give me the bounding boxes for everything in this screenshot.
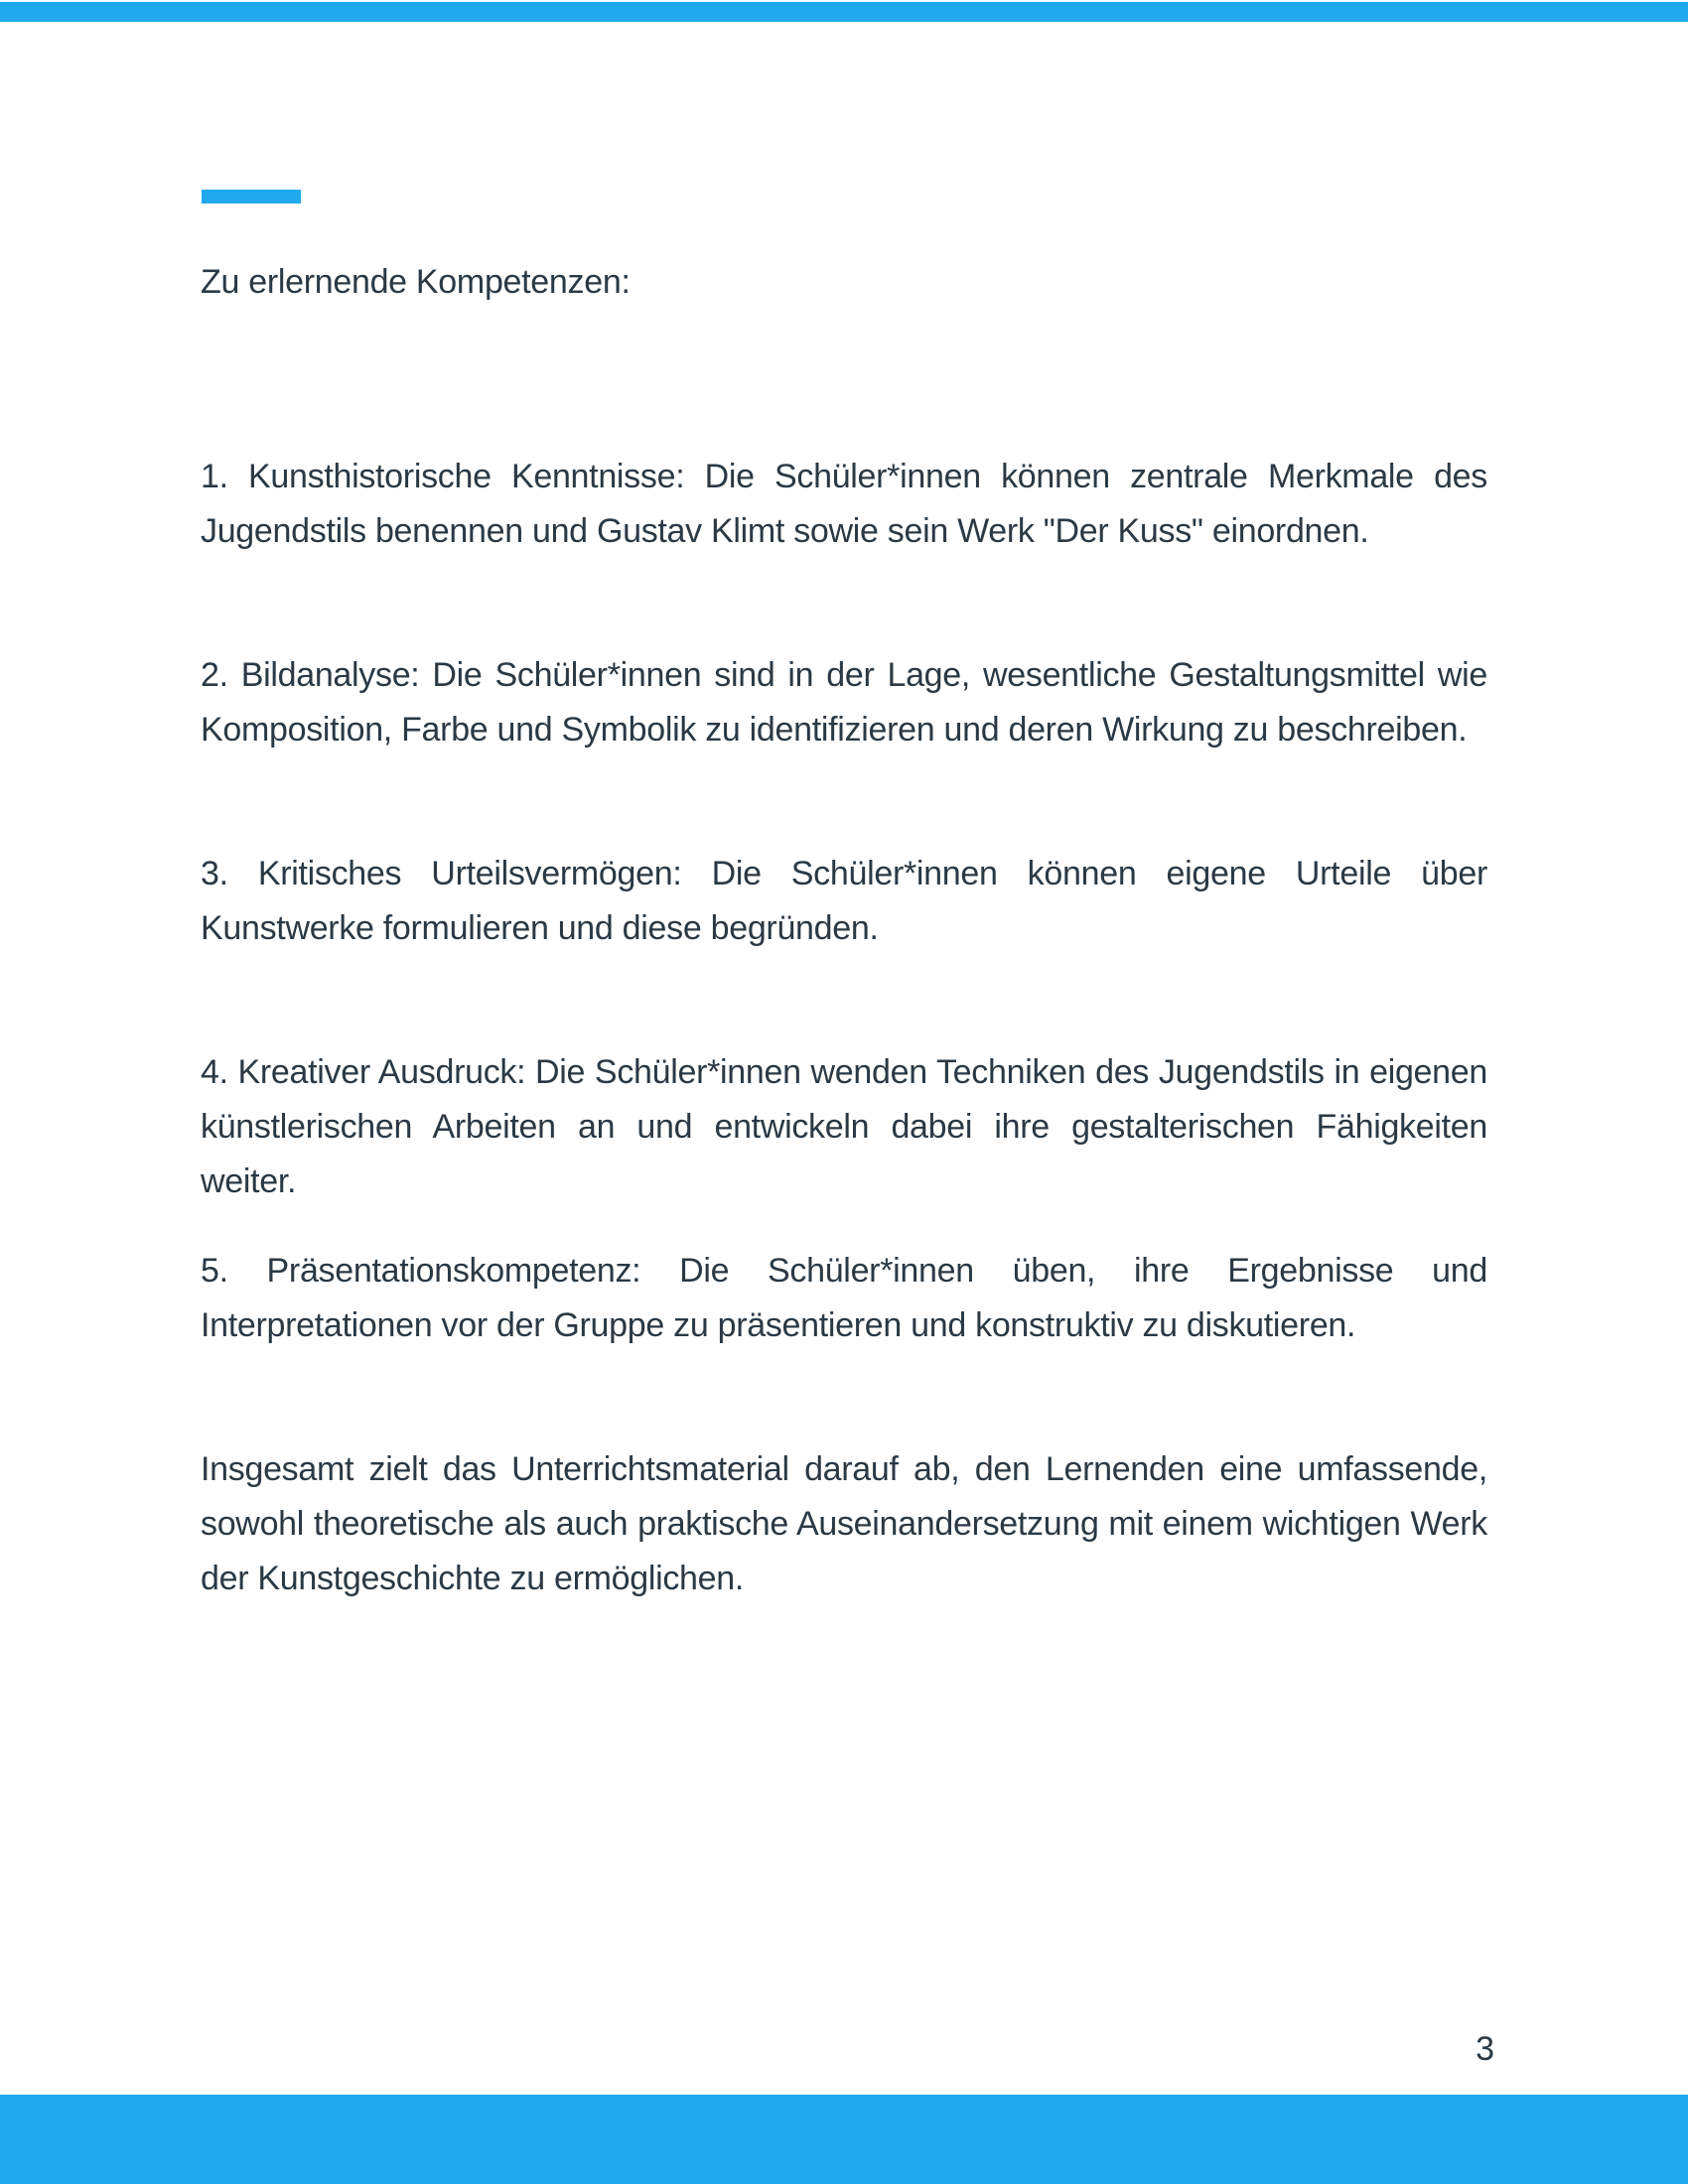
competency-item-3: 3. Kritisches Urteilsvermögen: Die Schüler*innen können eigene Urteile über Kunstwerke formulieren und diese begründen. [201,855,1487,947]
competency-item-5: 5. Präsentationskompetenz: Die Schüler*innen üben, ihre Ergebnisse und Interpretationen vor der Gruppe zu präsentieren und konstruktiv zu diskutieren. [201,1252,1487,1344]
competency-item-1: 1. Kunsthistorische Kenntnisse: Die Schüler*innen können zentrale Merkmale des Jugendstils benennen und Gustav Klimt sowie sein Werk "Der Kuss" einordnen. [201,458,1487,550]
page-number: 3 [1476,2030,1494,2068]
page-title: Zu erlernende Kompetenzen: [201,263,631,301]
section-accent-mark [202,190,301,204]
top-accent-bar [0,2,1688,22]
closing-paragraph: Insgesamt zielt das Unterrichtsmaterial darauf ab, den Lernenden eine umfassende, sowohl theoretische als auch praktische Auseinandersetzung mit einem wichtigen Werk der Kunstgeschichte zu ermöglichen. [201,1450,1487,1597]
competency-item-2: 2. Bildanalyse: Die Schüler*innen sind in der Lage, wesentliche Gestaltungsmittel wie Komposition, Farbe und Symbolik zu identifizieren und deren Wirkung zu beschreiben. [201,656,1487,749]
bottom-accent-bar [0,2095,1688,2184]
competency-item-4: 4. Kreativer Ausdruck: Die Schüler*innen wenden Techniken des Jugendstils in eigenen künstlerischen Arbeiten an und entwickeln dabei ihre gestalterischen Fähigkeiten weiter. [201,1053,1487,1200]
